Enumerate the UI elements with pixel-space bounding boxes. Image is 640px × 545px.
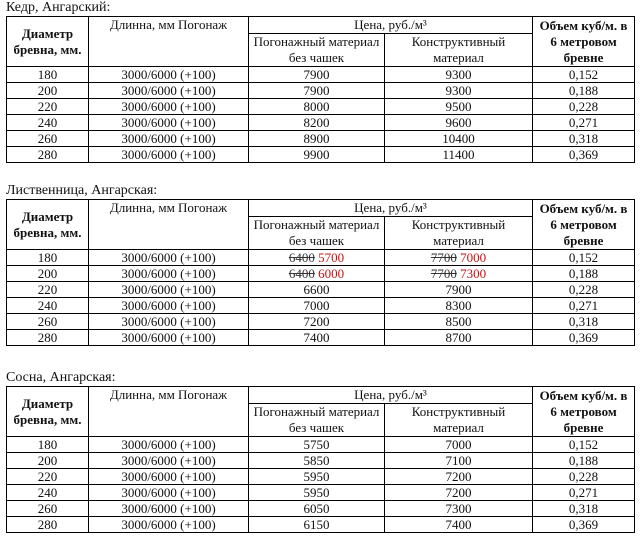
table-row [7, 250, 635, 266]
cell-diameter: 280 [7, 330, 89, 346]
cell-length: 3000/6000 (+100) [89, 99, 249, 115]
new-price: 6000 [318, 266, 345, 281]
section-title: Кедр, Ангарский: [6, 0, 111, 15]
cell-length: 3000/6000 (+100) [89, 250, 249, 266]
header-price-profiled: Погонажный материал без чашек [249, 34, 385, 67]
old-price: 7700 [430, 266, 457, 281]
cell-diameter: 200 [7, 266, 89, 282]
cell-length: 3000/6000 (+100) [89, 501, 249, 517]
cell-volume: 0,271 [533, 298, 635, 314]
cell-price-profiled: 5950 [249, 485, 385, 501]
cell-price-profiled: 7200 [249, 314, 385, 330]
cell-length: 3000/6000 (+100) [89, 147, 249, 163]
price-table [6, 386, 635, 533]
price-table [6, 16, 635, 163]
cell-price-structural [385, 250, 533, 266]
cell-diameter: 240 [7, 485, 89, 501]
cell-volume: 0,188 [533, 266, 635, 282]
table-row [7, 298, 635, 314]
header-length: Длинна, мм Погонаж [89, 17, 249, 67]
cell-price-profiled [249, 250, 385, 266]
cell-diameter: 220 [7, 282, 89, 298]
cell-price-profiled: 7900 [249, 83, 385, 99]
table-row [7, 99, 635, 115]
cell-length: 3000/6000 (+100) [89, 298, 249, 314]
cell-price-structural: 7200 [385, 469, 533, 485]
cell-price-structural: 7900 [385, 282, 533, 298]
cell-price-profiled: 6600 [249, 282, 385, 298]
cell-diameter: 220 [7, 469, 89, 485]
cell-volume: 0,228 [533, 282, 635, 298]
new-price: 5700 [318, 250, 345, 265]
cell-volume: 0,152 [533, 67, 635, 83]
table-row [7, 131, 635, 147]
cell-diameter: 200 [7, 453, 89, 469]
cell-length: 3000/6000 (+100) [89, 266, 249, 282]
cell-price-profiled [249, 266, 385, 282]
table-row [7, 115, 635, 131]
header-diameter: Диаметр бревна, мм. [7, 200, 89, 250]
cell-diameter: 260 [7, 314, 89, 330]
header-volume: Объем куб/м. в 6 метровом бревне [533, 387, 635, 437]
cell-price-profiled: 5850 [249, 453, 385, 469]
cell-price-structural: 8700 [385, 330, 533, 346]
table-row [7, 485, 635, 501]
table-row [7, 83, 635, 99]
table-row [7, 314, 635, 330]
cell-price-structural: 9600 [385, 115, 533, 131]
header-price: Цена, руб./м³ [249, 387, 533, 404]
new-price: 7000 [460, 250, 487, 265]
cell-length: 3000/6000 (+100) [89, 517, 249, 533]
table-row [7, 330, 635, 346]
cell-price-structural: 11400 [385, 147, 533, 163]
cell-length: 3000/6000 (+100) [89, 330, 249, 346]
cell-price-structural: 9300 [385, 67, 533, 83]
cell-price-structural: 7400 [385, 517, 533, 533]
table-row [7, 453, 635, 469]
cell-price-profiled: 5750 [249, 437, 385, 453]
header-price-structural: Конструктивный материал [385, 34, 533, 67]
cell-price-profiled: 8200 [249, 115, 385, 131]
section-title: Лиственница, Ангарская: [6, 183, 158, 198]
header-length: Длинна, мм Погонаж [89, 387, 249, 437]
cell-price-profiled: 9900 [249, 147, 385, 163]
cell-price-structural: 7200 [385, 485, 533, 501]
header-price-structural: Конструктивный материал [385, 404, 533, 437]
cell-length: 3000/6000 (+100) [89, 453, 249, 469]
header-length: Длинна, мм Погонаж [89, 200, 249, 250]
old-price: 6400 [288, 250, 315, 265]
cell-volume: 0,369 [533, 517, 635, 533]
cell-diameter: 240 [7, 298, 89, 314]
cell-price-profiled: 8000 [249, 99, 385, 115]
cell-volume: 0,188 [533, 83, 635, 99]
cell-volume: 0,188 [533, 453, 635, 469]
cell-price-structural: 7000 [385, 437, 533, 453]
cell-length: 3000/6000 (+100) [89, 485, 249, 501]
cell-price-structural: 9500 [385, 99, 533, 115]
cell-price-profiled: 8900 [249, 131, 385, 147]
new-price: 7300 [460, 266, 487, 281]
price-section [0, 0, 640, 163]
cell-price-structural: 8300 [385, 298, 533, 314]
cell-price-profiled: 7000 [249, 298, 385, 314]
cell-volume: 0,271 [533, 115, 635, 131]
cell-volume: 0,228 [533, 99, 635, 115]
cell-volume: 0,318 [533, 314, 635, 330]
cell-volume: 0,152 [533, 250, 635, 266]
cell-diameter: 200 [7, 83, 89, 99]
cell-length: 3000/6000 (+100) [89, 314, 249, 330]
cell-volume: 0,271 [533, 485, 635, 501]
header-price: Цена, руб./м³ [249, 200, 533, 217]
old-price: 6400 [288, 266, 315, 281]
cell-price-structural: 8500 [385, 314, 533, 330]
table-row [7, 282, 635, 298]
cell-price-profiled: 6150 [249, 517, 385, 533]
cell-price-structural: 7100 [385, 453, 533, 469]
table-row [7, 517, 635, 533]
header-price-structural: Конструктивный материал [385, 217, 533, 250]
cell-price-structural [385, 266, 533, 282]
table-row [7, 266, 635, 282]
cell-diameter: 220 [7, 99, 89, 115]
cell-volume: 0,152 [533, 437, 635, 453]
header-volume: Объем куб/м. в 6 метровом бревне [533, 200, 635, 250]
table-row [7, 437, 635, 453]
header-price: Цена, руб./м³ [249, 17, 533, 34]
cell-price-profiled: 7400 [249, 330, 385, 346]
price-table [6, 199, 635, 346]
cell-diameter: 180 [7, 437, 89, 453]
cell-price-profiled: 6050 [249, 501, 385, 517]
header-volume: Объем куб/м. в 6 метровом бревне [533, 17, 635, 67]
price-section [0, 183, 640, 346]
header-price-profiled: Погонажный материал без чашек [249, 404, 385, 437]
cell-price-profiled: 5950 [249, 469, 385, 485]
cell-length: 3000/6000 (+100) [89, 83, 249, 99]
cell-diameter: 260 [7, 131, 89, 147]
cell-volume: 0,369 [533, 147, 635, 163]
cell-diameter: 280 [7, 147, 89, 163]
cell-price-structural: 7300 [385, 501, 533, 517]
header-diameter: Диаметр бревна, мм. [7, 387, 89, 437]
cell-length: 3000/6000 (+100) [89, 437, 249, 453]
cell-volume: 0,228 [533, 469, 635, 485]
table-row [7, 147, 635, 163]
cell-diameter: 240 [7, 115, 89, 131]
cell-diameter: 180 [7, 67, 89, 83]
cell-length: 3000/6000 (+100) [89, 67, 249, 83]
cell-length: 3000/6000 (+100) [89, 131, 249, 147]
table-row [7, 501, 635, 517]
cell-diameter: 280 [7, 517, 89, 533]
cell-volume: 0,318 [533, 501, 635, 517]
cell-price-profiled: 7900 [249, 67, 385, 83]
cell-length: 3000/6000 (+100) [89, 282, 249, 298]
table-row [7, 469, 635, 485]
header-diameter: Диаметр бревна, мм. [7, 17, 89, 67]
section-title: Сосна, Ангарская: [6, 370, 116, 385]
cell-price-structural: 9300 [385, 83, 533, 99]
header-price-profiled: Погонажный материал без чашек [249, 217, 385, 250]
cell-diameter: 260 [7, 501, 89, 517]
cell-diameter: 180 [7, 250, 89, 266]
cell-price-structural: 10400 [385, 131, 533, 147]
cell-volume: 0,318 [533, 131, 635, 147]
cell-length: 3000/6000 (+100) [89, 115, 249, 131]
price-section [0, 370, 640, 533]
cell-volume: 0,369 [533, 330, 635, 346]
cell-length: 3000/6000 (+100) [89, 469, 249, 485]
old-price: 7700 [430, 250, 457, 265]
table-row [7, 67, 635, 83]
